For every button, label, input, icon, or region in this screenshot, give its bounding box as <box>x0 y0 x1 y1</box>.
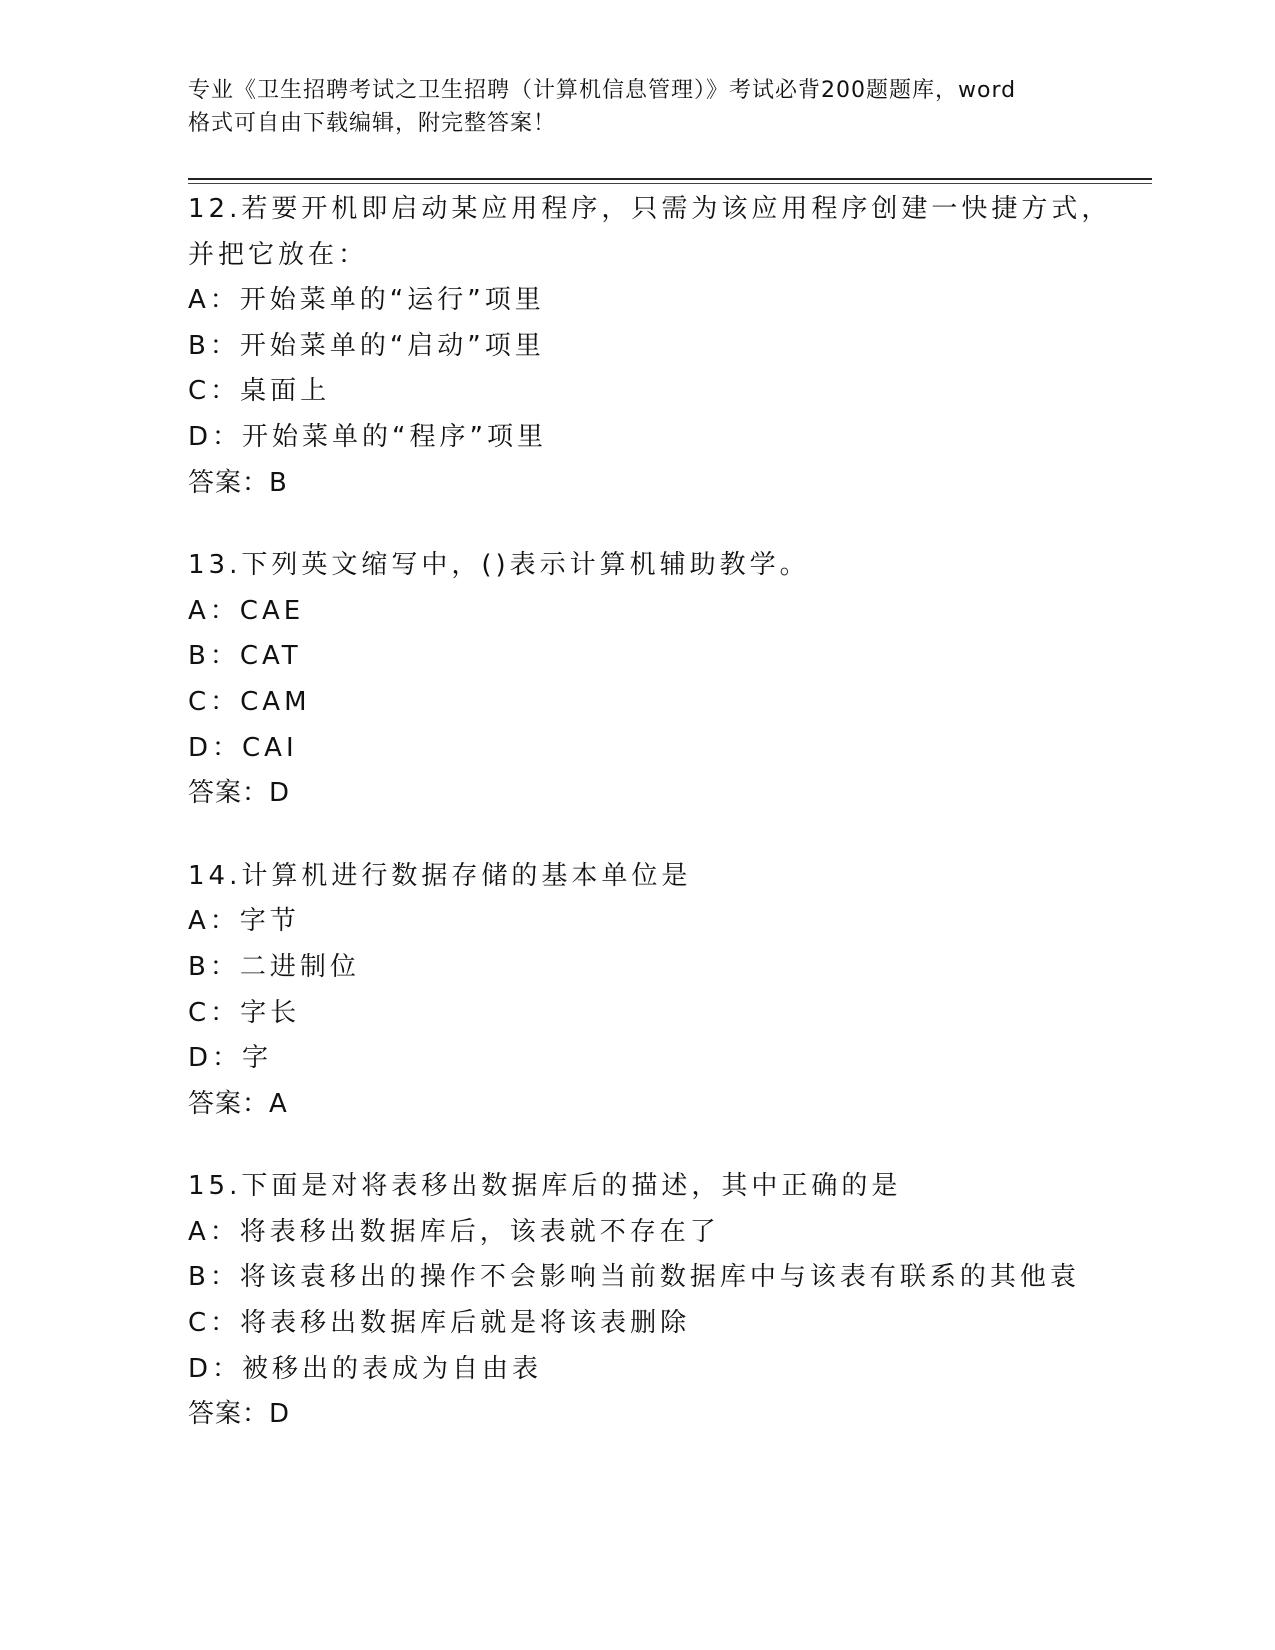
question-stem: 15.下面是对将表移出数据库后的描述，其中正确的是 <box>188 1171 902 1202</box>
option-d: D：被移出的表成为自由表 <box>188 1353 543 1384</box>
option-d: D：开始菜单的“程序”项里 <box>188 421 547 452</box>
header-divider-thin <box>188 183 1152 184</box>
question-12 <box>188 187 1128 506</box>
option-a: A：CAE <box>188 595 305 626</box>
answer: 答案：A <box>188 1088 288 1119</box>
option-b: B：将该袁移出的操作不会影响当前数据库中与该表有联系的其他袁 <box>188 1262 1080 1293</box>
header-line-2: 格式可自由下载编辑，附完整答案！ <box>188 111 557 136</box>
question-stem: 12.若要开机即启动某应用程序，只需为该应用程序创建一快捷方式， <box>188 194 1112 224</box>
answer: 答案：D <box>188 778 291 809</box>
option-b: B：二进制位 <box>188 951 360 982</box>
answer: 答案：B <box>188 467 288 498</box>
option-d: D：字 <box>188 1043 273 1074</box>
document-header <box>188 74 1088 140</box>
question-stem: 14.计算机进行数据存储的基本单位是 <box>188 860 692 891</box>
question-list <box>188 187 1128 1475</box>
option-b: B：开始菜单的“启动”项里 <box>188 330 545 361</box>
answer: 答案：D <box>188 1399 291 1430</box>
option-c: C：将表移出数据库后就是将该表删除 <box>188 1308 691 1339</box>
question-13 <box>188 543 1128 817</box>
option-a: A：开始菜单的“运行”项里 <box>188 285 545 316</box>
option-c: C：字长 <box>188 997 301 1028</box>
option-b: B：CAT <box>188 641 302 672</box>
header-line-1: 专业《卫生招聘考试之卫生招聘（计算机信息管理）》考试必背200题题库，word <box>188 78 1017 103</box>
option-c: C：CAM <box>188 686 311 717</box>
question-14 <box>188 854 1128 1128</box>
question-15 <box>188 1164 1128 1438</box>
option-a: A：字节 <box>188 906 300 937</box>
option-a: A：将表移出数据库后，该表就不存在了 <box>188 1216 720 1247</box>
question-stem: 13.下列英文缩写中，()表示计算机辅助教学。 <box>188 550 810 581</box>
option-d: D：CAI <box>188 732 298 763</box>
option-c: C：桌面上 <box>188 376 331 407</box>
question-stem: 并把它放在： <box>188 239 369 270</box>
header-divider-thick <box>188 178 1152 180</box>
